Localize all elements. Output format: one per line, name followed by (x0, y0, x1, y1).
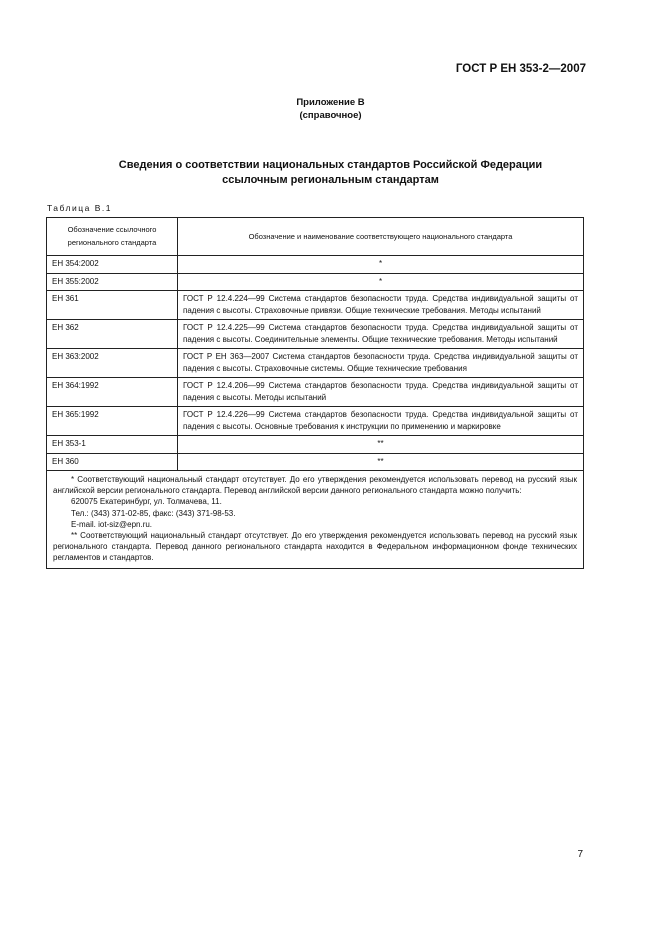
reference-cell: ЕН 362 (47, 320, 178, 349)
table-row (47, 291, 584, 320)
national-cell: ГОСТ Р ЕН 363—2007 Система стандартов безопасности труда. Средства индивидуальной защиты от падения с высоты. Страховочные системы. Общие технические требования (178, 349, 584, 378)
reference-cell: ЕН 365:1992 (47, 407, 178, 436)
table-footnotes (47, 471, 584, 569)
footnote-row (47, 471, 584, 569)
page-number: 7 (577, 849, 583, 860)
reference-cell: ЕН 361 (47, 291, 178, 320)
reference-cell: ЕН 353-1 (47, 436, 178, 454)
document-code: ГОСТ Р ЕН 353-2—2007 (455, 63, 586, 75)
reference-cell: ЕН 355:2002 (47, 273, 178, 291)
national-cell: ** (178, 436, 584, 454)
annex-title: Приложение В (296, 97, 365, 108)
table-header-row (47, 218, 584, 256)
annex-heading (0, 96, 661, 122)
table-row (47, 436, 584, 454)
national-cell: ГОСТ Р 12.4.226—99 Система стандартов безопасности труда. Средства индивидуальной защиты от падения с высоты. Основные требования к инструкции по применению и маркировке (178, 407, 584, 436)
page-title (60, 158, 601, 188)
reference-cell: ЕН 364:1992 (47, 378, 178, 407)
national-cell: ГОСТ Р 12.4.224—99 Система стандартов безопасности труда. Средства индивидуальной защиты от падения с высоты. Страховочные привязи. Общие технические требования. Методы испытаний (178, 291, 584, 320)
table-row (47, 320, 584, 349)
footnote-address: 620075 Екатеринбург, ул. Толмачева, 11. (71, 497, 222, 507)
reference-cell: ЕН 354:2002 (47, 256, 178, 274)
national-cell: * (178, 256, 584, 274)
footnote-double-asterisk: ** Соответствующий национальный стандарт отсутствует. До его утверждения рекомендуется использовать перевод на русский язык регионального стандарта. Перевод данного регионального стандарта находится в Федеральном информационном фонде технических регламентов и стандартов. (53, 531, 577, 563)
correspondence-table (46, 217, 583, 569)
national-cell: * (178, 273, 584, 291)
footnote-phone: Тел.: (343) 371-02-85, факс: (343) 371-98-53. (71, 508, 236, 518)
footnote-email: E-mail. iot-siz@epn.ru. (71, 519, 153, 529)
table-row (47, 407, 584, 436)
national-cell: ** (178, 453, 584, 471)
table-row (47, 453, 584, 471)
table-caption: Таблица В.1 (47, 203, 112, 213)
column-header-national: Обозначение и наименование соответствующего национального стандарта (178, 218, 584, 256)
national-cell: ГОСТ Р 12.4.206—99 Система стандартов безопасности труда. Средства индивидуальной защиты от падения с высоты. Методы испытаний (178, 378, 584, 407)
column-header-reference: Обозначение ссылочного регионального стандарта (47, 218, 178, 256)
reference-cell: ЕН 360 (47, 453, 178, 471)
page-title-line-1: Сведения о соответствии национальных стандартов Российской Федерации (118, 159, 543, 171)
page-title-line-2: ссылочным региональным стандартам (222, 174, 439, 186)
table-row (47, 256, 584, 274)
annex-subtitle: (справочное) (299, 110, 362, 121)
table-row (47, 349, 584, 378)
table-row (47, 273, 584, 291)
reference-cell: ЕН 363:2002 (47, 349, 178, 378)
national-cell: ГОСТ Р 12.4.225—99 Система стандартов безопасности труда. Средства индивидуальной защиты от падения с высоты. Соединительные элементы. Общие технические требования. Методы испытаний (178, 320, 584, 349)
table-row (47, 378, 584, 407)
footnote-single-asterisk: * Соответствующий национальный стандарт отсутствует. До его утверждения рекомендуется использовать перевод на русский язык английской версии регионального стандарта. Перевод английской версии данного регионального стандарта можно получить: (53, 475, 577, 496)
